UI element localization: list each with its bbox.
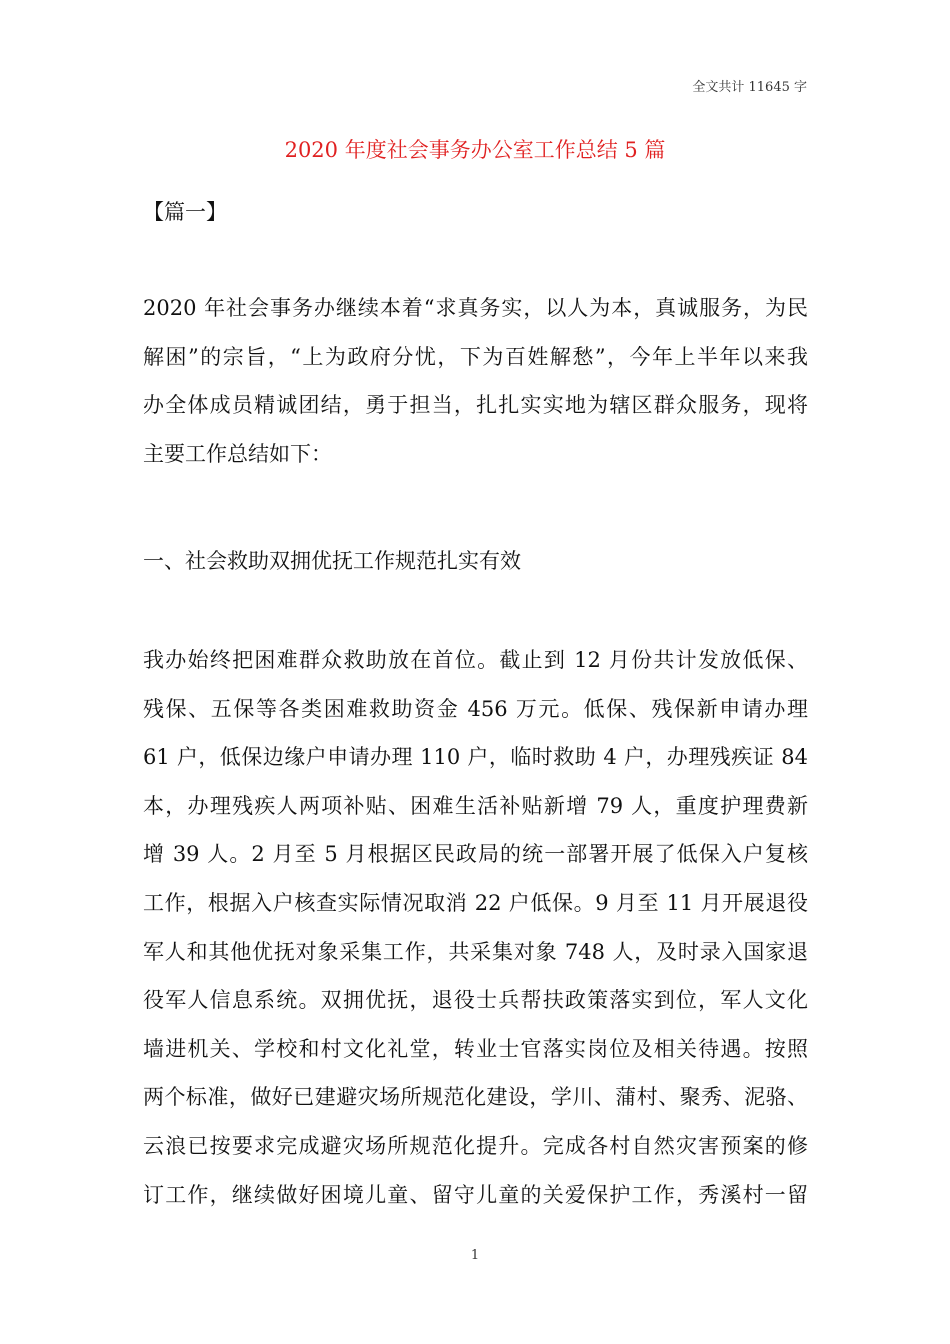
page-number: 1 xyxy=(470,1248,480,1263)
section-heading xyxy=(143,537,808,586)
paragraph-line: 61 户，低保边缘户申请办理 110 户，临时救助 4 户，办理残疾证 84 xyxy=(143,745,808,770)
paragraph-line: 订工作，继续做好困境儿童、留守儿童的关爱保护工作，秀溪村一留 xyxy=(143,1182,808,1207)
paragraph-line: 两个标准，做好已建避灾场所规范化建设，学川、蒲村、聚秀、泥骆、 xyxy=(143,1085,808,1110)
paragraph-line: 役军人信息系统。双拥优抚，退役士兵帮扶政策落实到位，军人文化 xyxy=(143,988,808,1013)
section-label: 【篇一】 xyxy=(143,200,227,224)
body-paragraph xyxy=(143,636,808,1219)
heading-text: 一、社会救助双拥优抚工作规范扎实有效 xyxy=(143,549,521,573)
paragraph-line: 主要工作总结如下： xyxy=(143,441,332,466)
intro-paragraph xyxy=(143,284,808,478)
paragraph-line: 我办始终把困难群众救助放在首位。截止到 12 月份共计发放低保、 xyxy=(143,648,808,672)
paragraph-line: 云浪已按要求完成避灾场所规范化提升。完成各村自然灾害预案的修 xyxy=(143,1133,808,1158)
paragraph-line: 本，办理残疾人两项补贴、困难生活补贴新增 79 人，重度护理费新 xyxy=(143,793,808,818)
paragraph-line: 军人和其他优抚对象采集工作，共采集对象 748 人，及时录入国家退 xyxy=(143,939,808,964)
paragraph-line: 办全体成员精诚团结，勇于担当，扎扎实实地为辖区群众服务，现将 xyxy=(143,393,808,418)
paragraph-line: 墙进机关、学校和村文化礼堂，转业士官落实岗位及相关待遇。按照 xyxy=(143,1036,808,1061)
paragraph-line: 残保、五保等各类困难救助资金 456 万元。低保、残保新申请办理 xyxy=(143,696,808,721)
paragraph-line: 工作，根据入户核查实际情况取消 22 户低保。9 月至 11 月开展退役 xyxy=(143,890,808,915)
paragraph-line: 解困”的宗旨，“上为政府分忧，下为百姓解愁”，今年上半年以来我 xyxy=(143,344,808,369)
word-count: 全文共计 11645 字 xyxy=(692,80,807,95)
paragraph-line: 2020 年社会事务办继续本着“求真务实，以人为本，真诚服务，为民 xyxy=(143,296,808,320)
paragraph-line: 增 39 人。2 月至 5 月根据区民政局的统一部署开展了低保入户复核 xyxy=(143,842,808,867)
document-title: 2020 年度社会事务办公室工作总结 5 篇 xyxy=(284,138,666,162)
